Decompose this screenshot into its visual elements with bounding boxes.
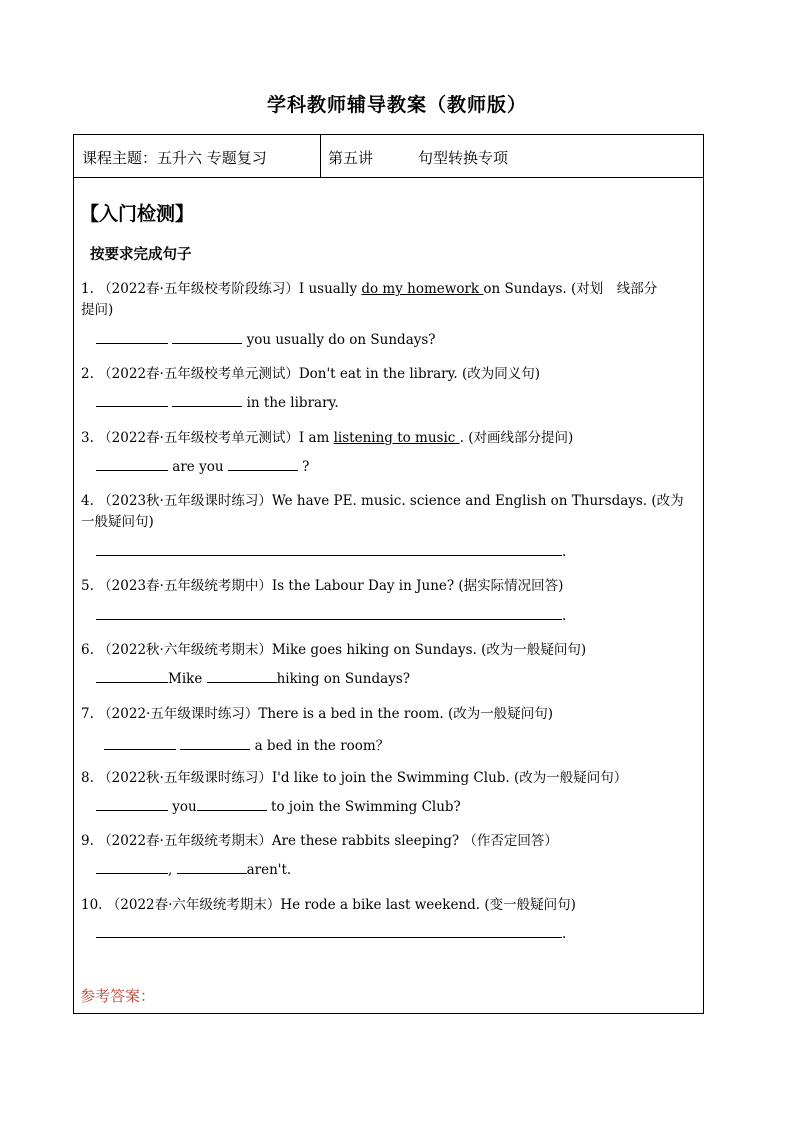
question-4-cont: 一般疑问句) <box>81 514 154 530</box>
blank[interactable] <box>96 798 168 811</box>
blank[interactable] <box>207 670 277 683</box>
question-4: 4. （2023秋·五年级课时练习）We have PE. music. science and English on Thursdays. (改为 <box>81 493 684 509</box>
question-7: 7. （2022·五年级课时练习）There is a bed in the room. (改为一般疑问句) <box>81 706 554 722</box>
page-title: 学科教师辅导教案（教师版） <box>266 94 527 116</box>
blank[interactable] <box>228 458 298 471</box>
column-divider <box>320 135 321 178</box>
underlined-phrase: listening to music <box>333 430 460 446</box>
question-8: 8. （2022秋·五年级课时练习）I'd like to join the Swimming Club. (改为一般疑问句） <box>81 770 628 786</box>
question-2: 2. （2022春·五年级校考单元测试）Don't eat in the library. (改为同义句) <box>81 366 541 382</box>
blank[interactable] <box>96 861 168 874</box>
blank[interactable] <box>172 394 242 407</box>
question-1: 1. （2022春·五年级校考阶段练习）I usually do my homework on Sundays. (对划 线部分 <box>81 281 658 297</box>
blank[interactable] <box>96 670 168 683</box>
header-row <box>74 135 703 178</box>
answer-line-3: are you ? <box>96 458 309 475</box>
answer-line-9: , aren't. <box>96 861 291 878</box>
blank[interactable] <box>96 331 168 344</box>
blank[interactable] <box>177 861 247 874</box>
question-3: 3. （2022春·五年级校考单元测试）I am listening to music . (对画线部分提问) <box>81 430 574 446</box>
lesson-table <box>73 134 704 1014</box>
underlined-phrase: do my homework <box>361 281 484 297</box>
question-5: 5. （2023春·五年级统考期中）Is the Labour Day in June? (据实际情况回答) <box>81 578 564 594</box>
blank[interactable] <box>180 737 250 750</box>
answer-line-5: . <box>96 607 566 624</box>
blank[interactable] <box>104 737 176 750</box>
question-10: 10. （2022春·六年级统考期末）He rode a bike last weekend. (变一般疑问句) <box>81 897 576 913</box>
question-1-cont: 提问) <box>81 302 114 318</box>
blank[interactable] <box>172 331 242 344</box>
answer-key-label: 参考答案： <box>80 987 156 1005</box>
blank[interactable] <box>197 798 267 811</box>
answer-line-7: a bed in the room？ <box>104 734 389 754</box>
blank[interactable] <box>96 458 168 471</box>
answer-line-10: . <box>96 925 566 942</box>
question-9: 9. （2022春·五年级统考期末）Are these rabbits sleeping? （作否定回答） <box>81 833 558 849</box>
lecture-subject: 句型转换专项 <box>418 149 509 167</box>
lecture-number: 第五讲 <box>328 149 374 167</box>
answer-line-6: Mike hiking on Sundays? <box>96 670 410 687</box>
blank[interactable] <box>96 543 562 556</box>
blank[interactable] <box>96 607 562 620</box>
blank[interactable] <box>96 925 562 938</box>
course-topic: 课程主题：五升六 专题复习 <box>82 149 267 167</box>
answer-line-4: . <box>96 543 566 560</box>
answer-line-2: in the library. <box>96 394 339 411</box>
blank[interactable] <box>96 394 168 407</box>
question-6: 6. （2022秋·六年级统考期末）Mike goes hiking on Sundays. (改为一般疑问句) <box>81 642 587 658</box>
instruction: 按要求完成句子 <box>90 246 192 263</box>
answer-line-1: you usually do on Sundays? <box>96 331 436 348</box>
section-title: 【入门检测】 <box>80 203 195 225</box>
answer-line-8: you to join the Swimming Club? <box>96 798 461 815</box>
